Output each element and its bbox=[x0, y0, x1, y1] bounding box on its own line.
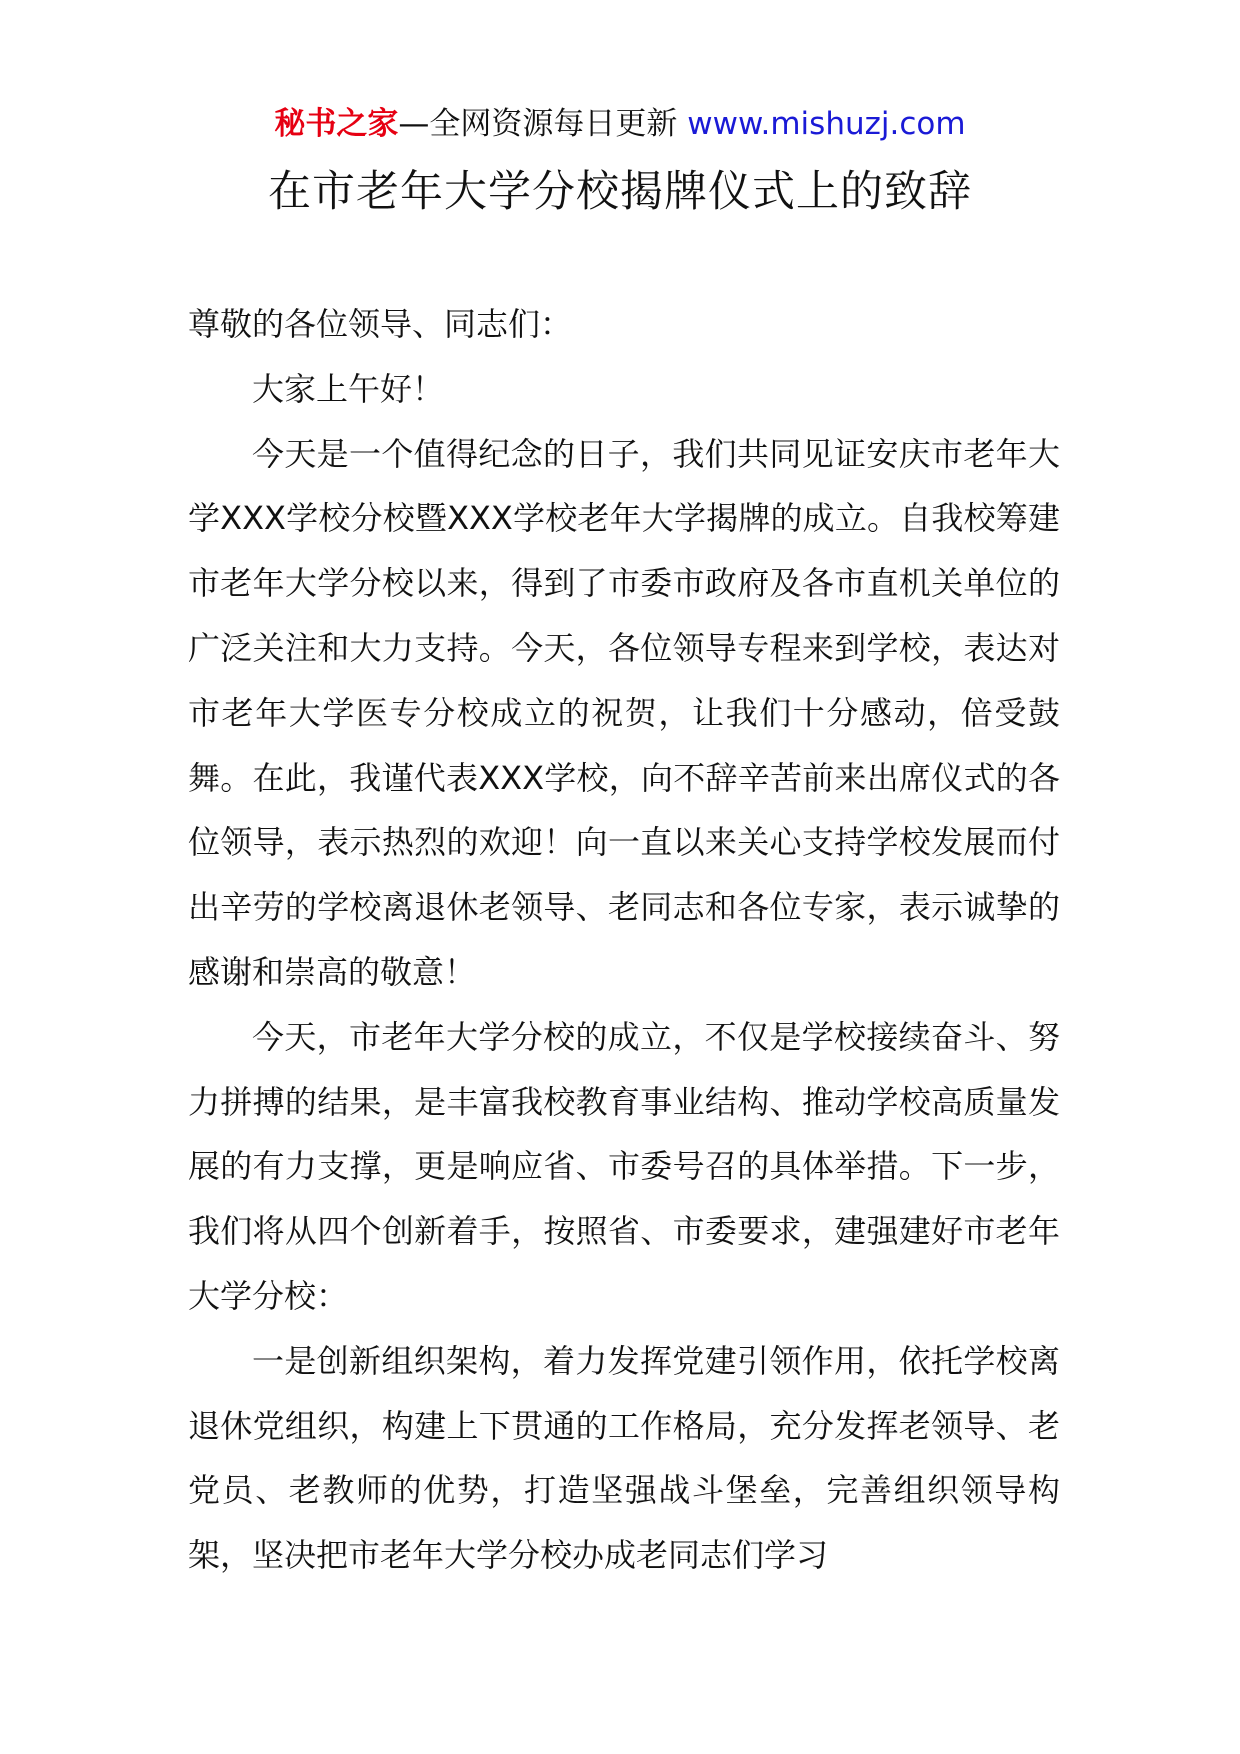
body-paragraph: 今天，市老年大学分校的成立，不仅是学校接续奋斗、努力拼搏的结果，是丰富我校教育事业结构、推动学校高质量发展的有力支撑，更是响应省、市委号召的具体举措。下一步，我们将从四个创新着手，按照省、市委要求，建强建好市老年大学分校： bbox=[188, 1017, 1060, 1315]
body-paragraph: 一是创新组织架构，着力发挥党建引领作用，依托学校离退休党组织，构建上下贯通的工作格局，充分发挥老领导、老党员、老教师的优势，打造坚强战斗堡垒，完善组织领导构架，坚决把市老年大学分校办成老同志们学习 bbox=[188, 1341, 1060, 1575]
salutation: 尊敬的各位领导、同志们： bbox=[188, 305, 573, 343]
site-url-link[interactable]: www.mishuzj.com bbox=[687, 106, 966, 142]
document-body bbox=[188, 292, 1060, 1588]
header-slogan: —全网资源每日更新 bbox=[398, 106, 688, 142]
brand-name: 秘书之家 bbox=[274, 106, 399, 142]
site-header bbox=[0, 104, 1240, 144]
document-title: 在市老年大学分校揭牌仪式上的致辞 bbox=[268, 167, 972, 217]
body-paragraph: 今天是一个值得纪念的日子，我们共同见证安庆市老年大学XXX学校分校暨XXX学校老年大学揭牌的成立。自我校筹建市老年大学分校以来，得到了市委市政府及各市直机关单位的广泛关注和大力支持。今天，各位领导专程来到学校，表达对市老年大学医专分校成立的祝贺，让我们十分感动，倍受鼓舞。在此，我谨代表XXX学校，向不辞辛苦前来出席仪式的各位领导，表示热烈的欢迎！向一直以来关心支持学校发展而付出辛劳的学校离退休老领导、老同志和各位专家，表示诚挚的感谢和崇高的敬意！ bbox=[188, 434, 1060, 991]
greeting: 大家上午好！ bbox=[252, 369, 445, 408]
